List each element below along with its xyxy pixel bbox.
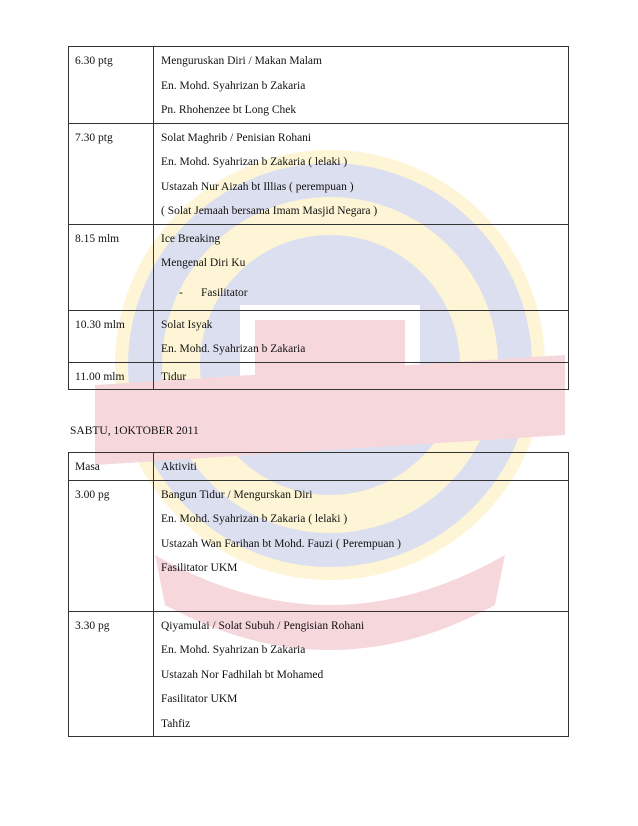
activity-line: Ustazah Nor Fadhilah bt Mohamed <box>161 668 324 681</box>
time-label: 3.00 pg <box>75 488 110 501</box>
activity-line: Solat Maghrib / Penisian Rohani <box>161 131 312 144</box>
header-activity <box>154 453 569 481</box>
section-title: SABTU, 1OKTOBER 2011 <box>70 425 199 437</box>
activity-line: ( Solat Jemaah bersama Imam Masjid Negara ) <box>161 205 378 217</box>
activity-cell <box>154 224 569 310</box>
time-cell <box>69 310 154 362</box>
time-cell <box>69 123 154 224</box>
activity-cell <box>154 123 569 224</box>
bullet-item <box>161 276 568 310</box>
time-cell <box>69 224 154 310</box>
table-row <box>69 224 569 310</box>
activity-line: Ustazah Nur Aizah bt Illias ( perempuan ) <box>161 180 354 193</box>
table-row <box>69 310 569 362</box>
activity-cell <box>154 362 569 390</box>
activity-line: En. Mohd. Syahrizan b Zakaria <box>161 79 306 92</box>
header-time-label: Masa <box>75 461 100 473</box>
activity-cell <box>154 611 569 737</box>
table-row <box>69 362 569 390</box>
schedule-table-saturday <box>68 452 569 737</box>
activity-line: En. Mohd. Syahrizan b Zakaria <box>161 644 306 656</box>
activity-line: Pn. Rhohenzee bt Long Chek <box>161 104 297 116</box>
activity-line: Solat Isyak <box>161 318 213 331</box>
header-time <box>69 453 154 481</box>
table-header-row <box>69 453 569 481</box>
time-label: 10.30 mlm <box>75 318 125 331</box>
activity-line: En. Mohd. Syahrizan b Zakaria ( lelaki ) <box>161 156 348 168</box>
schedule-table-friday <box>68 46 569 390</box>
activity-cell <box>154 310 569 362</box>
activity-cell <box>154 480 569 611</box>
activity-line: Tahfiz <box>161 717 191 730</box>
activity-line: En. Mohd. Syahrizan b Zakaria ( lelaki ) <box>161 513 348 525</box>
table-row <box>69 47 569 124</box>
header-activity-label: Aktiviti <box>161 461 197 473</box>
time-cell <box>69 480 154 611</box>
time-cell <box>69 611 154 737</box>
time-cell <box>69 362 154 390</box>
activity-line: Qiyamulai / Solat Subuh / Pengisian Rohani <box>161 619 365 632</box>
time-label: 11.00 mlm <box>75 370 125 383</box>
activity-line: Fasilitator UKM <box>161 562 238 574</box>
time-label: 6.30 ptg <box>75 55 113 67</box>
activity-line: En. Mohd. Syahrizan b Zakaria <box>161 343 306 355</box>
activity-cell <box>154 47 569 124</box>
activity-line: Menguruskan Diri / Makan Malam <box>161 55 322 67</box>
time-label: 3.30 pg <box>75 619 110 632</box>
activity-line: Ice Breaking <box>161 232 221 245</box>
bullet-dash: - <box>179 286 183 299</box>
activity-line: Bangun Tidur / Mengurskan Diri <box>161 488 313 501</box>
activity-line: Tidur <box>161 370 187 383</box>
activity-line: Ustazah Wan Farihan bt Mohd. Fauzi ( Perempuan ) <box>161 537 401 550</box>
activity-line: Mengenal Diri Ku <box>161 257 246 269</box>
table-row <box>69 480 569 611</box>
table-row <box>69 611 569 737</box>
activity-line: Fasilitator UKM <box>161 693 238 705</box>
time-label: 8.15 mlm <box>75 232 120 245</box>
bullet-text: Fasilitator <box>201 286 248 299</box>
cell-spacer <box>161 581 568 611</box>
time-cell <box>69 47 154 124</box>
table-row <box>69 123 569 224</box>
time-label: 7.30 ptg <box>75 131 113 144</box>
